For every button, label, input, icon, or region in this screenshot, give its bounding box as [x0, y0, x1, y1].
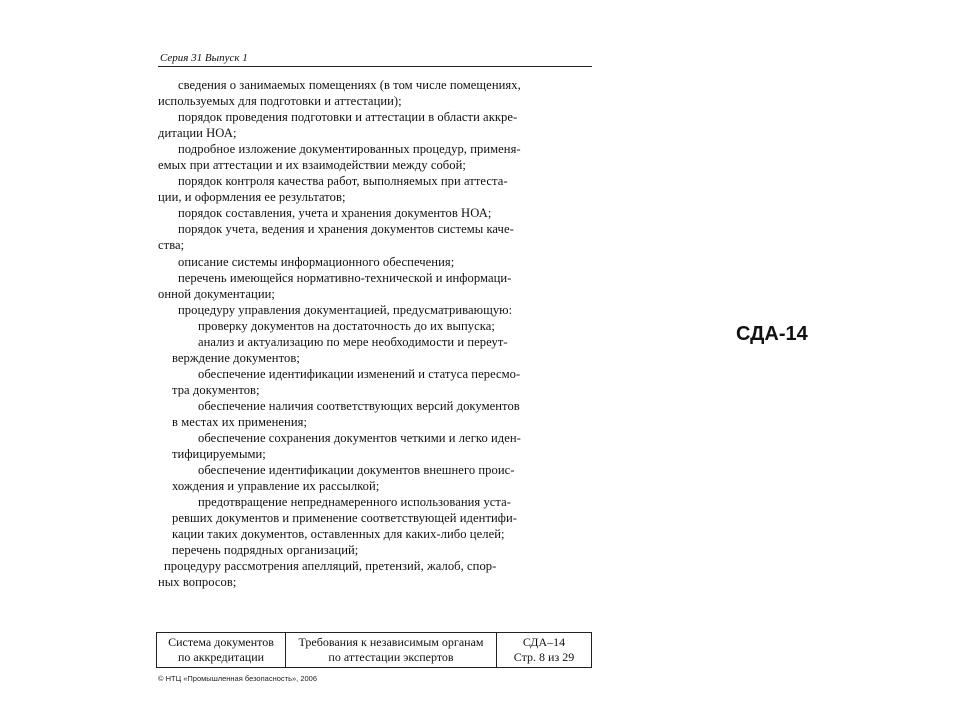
text-line: порядок составления, учета и хранения документов НОА;: [178, 206, 492, 221]
text-line: анализ и актуализацию по мере необходимости и переут-: [198, 334, 508, 349]
text-line: обеспечение наличия соответствующих версий документов: [198, 398, 520, 413]
text-line: обеспечение сохранения документов четкими и легко иден-: [198, 431, 521, 446]
footer-table: [156, 632, 592, 668]
footer-text: по аккредитации: [177, 650, 265, 664]
footer-cell-code: [497, 633, 591, 667]
text-line: подробное изложение документированных процедур, применя-: [178, 142, 521, 157]
text-line: хождения и управление их рассылкой;: [172, 479, 380, 494]
header-divider: [158, 66, 592, 67]
text-line: ции, и оформления ее результатов;: [158, 190, 346, 205]
text-line: перечень подрядных организаций;: [172, 543, 359, 558]
text-line: используемых для подготовки и аттестации);: [158, 94, 402, 109]
footer-cell-system: [157, 633, 286, 667]
text-line: обеспечение идентификации изменений и статуса пересмо-: [198, 366, 521, 381]
text-line: ства;: [158, 238, 185, 253]
footer-text: Система документов: [168, 635, 274, 649]
text-line: процедуру управления документацией, предусматривающую:: [178, 302, 513, 317]
text-line: проверку документов на достаточность до их выпуска;: [198, 318, 495, 333]
text-line: кации таких документов, оставленных для каких-либо целей;: [172, 527, 505, 542]
footer-cell-title: [286, 633, 497, 667]
text-line: сведения о занимаемых помещениях (в том числе помещениях,: [178, 78, 521, 92]
footer-text: Стр. 8 из 29: [513, 650, 575, 664]
copyright: © НТЦ «Промышленная безопасность», 2006: [158, 674, 318, 683]
side-label: СДА-14: [736, 323, 808, 345]
text-line: описание системы информационного обеспечения;: [178, 254, 455, 269]
text-line: тра документов;: [172, 382, 260, 397]
document-page: [150, 44, 598, 694]
text-line: порядок контроля качества работ, выполняемых при аттеста-: [178, 174, 508, 189]
footer-text: Требования к независимым органам: [298, 635, 484, 649]
footer-text: СДА–14: [522, 635, 566, 649]
text-line: тифицируемыми;: [172, 447, 266, 462]
text-line: порядок проведения подготовки и аттестации в области аккре-: [178, 110, 518, 125]
text-line: верждение документов;: [172, 350, 300, 365]
text-line: порядок учета, ведения и хранения документов системы каче-: [178, 222, 514, 237]
text-line: процедуру рассмотрения апелляций, претензий, жалоб, спор-: [164, 559, 497, 574]
text-line: ревших документов и применение соответствующей идентифи-: [172, 511, 518, 526]
text-line: емых при аттестации и их взаимодействии между собой;: [158, 158, 466, 173]
series-header: Серия 31 Выпуск 1: [160, 52, 248, 64]
text-line: онной документации;: [158, 286, 275, 301]
text-line: ных вопросов;: [158, 575, 237, 590]
text-line: предотвращение непреднамеренного использования уста-: [198, 495, 512, 510]
text-line: в местах их применения;: [172, 414, 308, 429]
body-text: [158, 77, 592, 591]
text-line: дитации НОА;: [158, 126, 237, 141]
text-line: обеспечение идентификации документов внешнего проис-: [198, 463, 515, 478]
text-line: перечень имеющейся нормативно-технической и информаци-: [178, 270, 512, 285]
footer-text: по аттестации экспертов: [328, 650, 454, 664]
